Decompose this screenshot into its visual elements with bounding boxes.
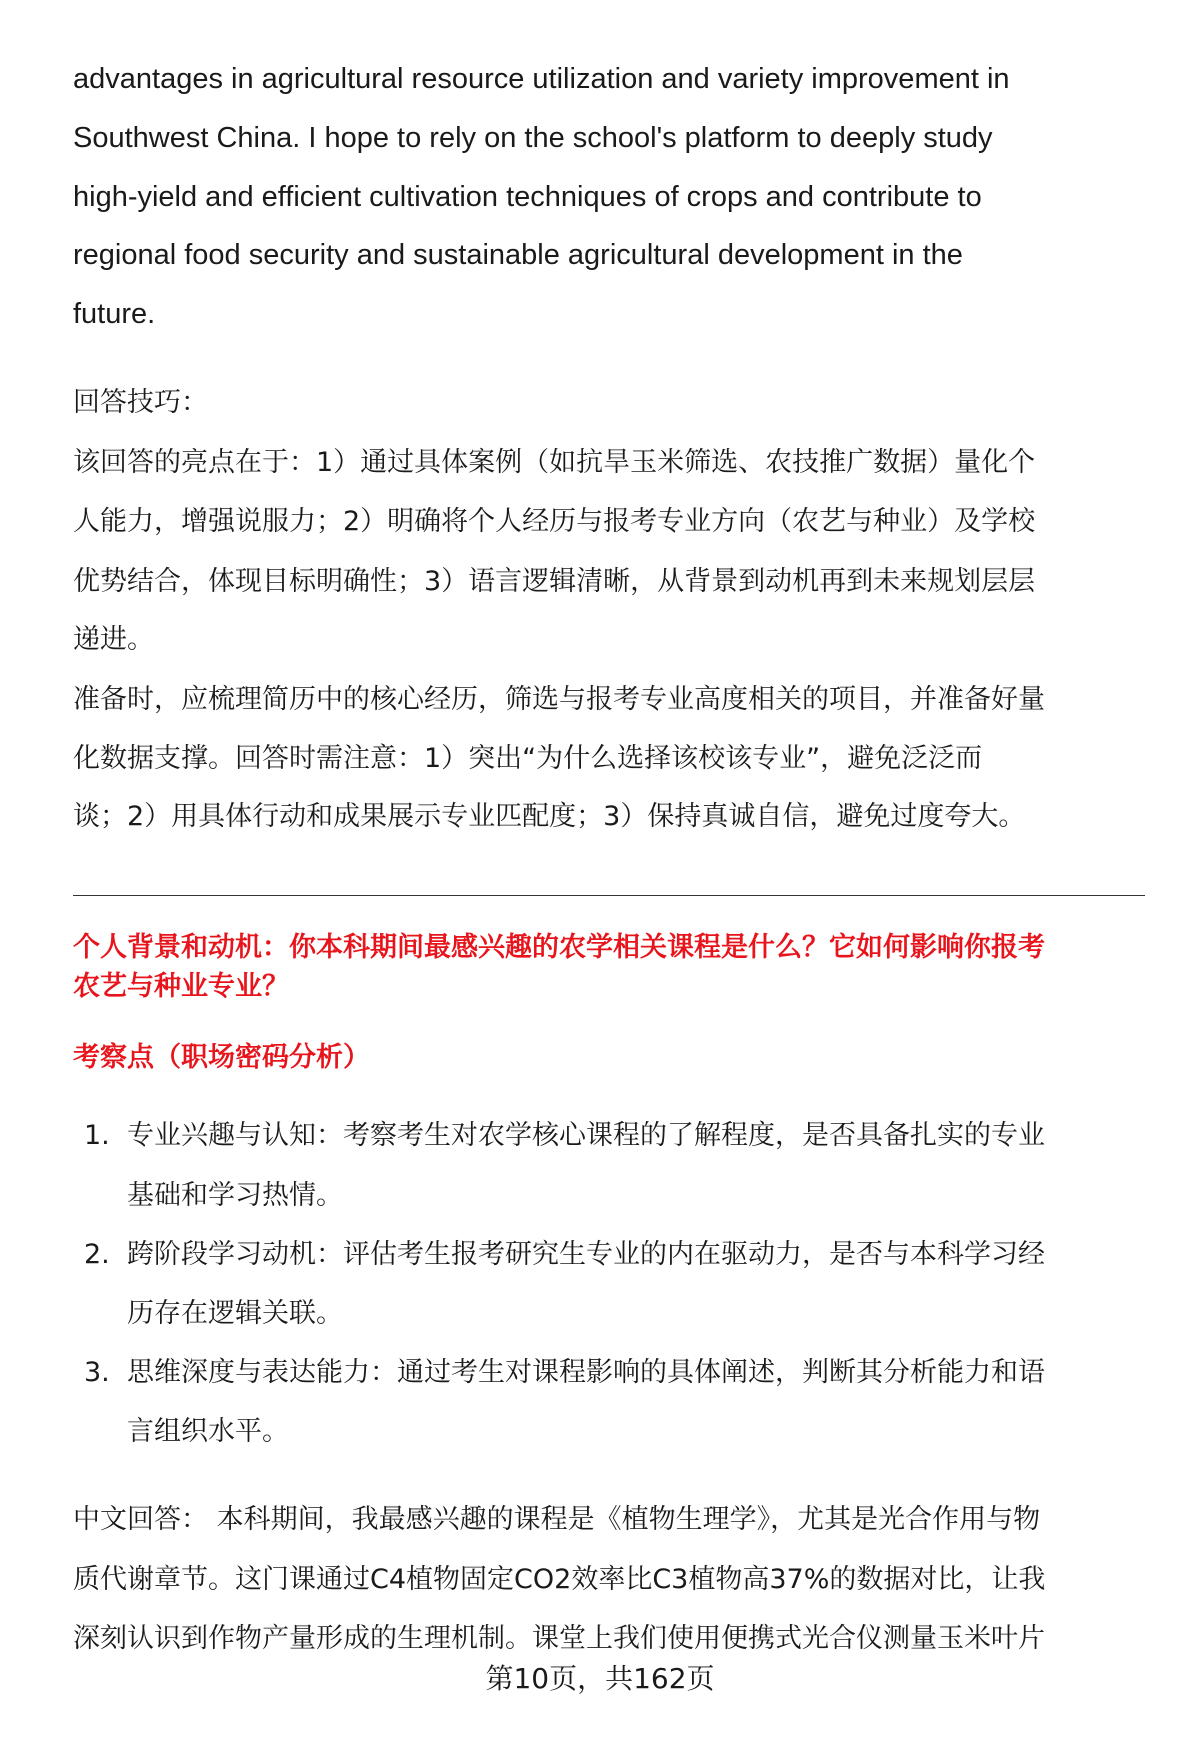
text-line: 准备时，应梳理简历中的核心经历，筛选与报考专业高度相关的项目，并准备好量 xyxy=(73,684,1045,715)
text-line: regional food security and sustainable agricultural development in the xyxy=(73,239,963,271)
text-line: Southwest China. I hope to rely on the school's platform to deeply study xyxy=(73,122,993,154)
text-line: 人能力，增强说服力；2）明确将个人经历与报考专业方向（农艺与种业）及学校 xyxy=(73,506,1036,537)
text-line: 谈；2）用具体行动和成果展示专业匹配度；3）保持真诚自信，避免过度夸大。 xyxy=(73,801,1026,832)
text-line: 递进。 xyxy=(73,624,154,655)
list-item: 历存在逻辑关联。 xyxy=(127,1298,343,1329)
section-divider xyxy=(73,895,1145,896)
analysis-heading: 考察点（职场密码分析） xyxy=(73,1042,370,1073)
question-title: 个人背景和动机：你本科期间最感兴趣的农学相关课程是什么？它如何影响你报考 xyxy=(73,932,1045,963)
list-number: 1. xyxy=(84,1120,110,1151)
text-line: 质代谢章节。这门课通过C4植物固定CO2效率比C3植物高37%的数据对比，让我 xyxy=(73,1564,1046,1595)
question-title: 农艺与种业专业？ xyxy=(73,971,289,1002)
text-line: 该回答的亮点在于：1）通过具体案例（如抗旱玉米筛选、农技推广数据）量化个 xyxy=(73,447,1036,478)
text-line: advantages in agricultural resource utilization and variety improvement in xyxy=(73,63,1010,95)
list-item: 跨阶段学习动机：评估考生报考研究生专业的内在驱动力，是否与本科学习经 xyxy=(127,1239,1045,1270)
list-item: 基础和学习热情。 xyxy=(127,1180,343,1211)
text-line: high-yield and efficient cultivation techniques of crops and contribute to xyxy=(73,181,982,213)
text-line: 化数据支撑。回答时需注意：1）突出“为什么选择该校该专业”，避免泛泛而 xyxy=(73,743,983,774)
text-line: 优势结合，体现目标明确性；3）语言逻辑清晰，从背景到动机再到未来规划层层 xyxy=(73,566,1036,597)
list-number: 2. xyxy=(84,1239,110,1270)
list-item: 专业兴趣与认知：考察考生对农学核心课程的了解程度，是否具备扎实的专业 xyxy=(127,1120,1045,1151)
text-line: future. xyxy=(73,298,156,330)
text-line: 中文回答： 本科期间，我最感兴趣的课程是《植物生理学》，尤其是光合作用与物 xyxy=(73,1504,1041,1535)
list-number: 3. xyxy=(84,1357,110,1388)
list-item: 言组织水平。 xyxy=(127,1416,289,1447)
text-line: 深刻认识到作物产量形成的生理机制。课堂上我们使用便携式光合仪测量玉米叶片 xyxy=(73,1623,1045,1654)
page-number: 第10页，共162页 xyxy=(485,1662,715,1695)
tips-label: 回答技巧： xyxy=(73,387,208,418)
list-item: 思维深度与表达能力：通过考生对课程影响的具体阐述，判断其分析能力和语 xyxy=(127,1357,1045,1388)
